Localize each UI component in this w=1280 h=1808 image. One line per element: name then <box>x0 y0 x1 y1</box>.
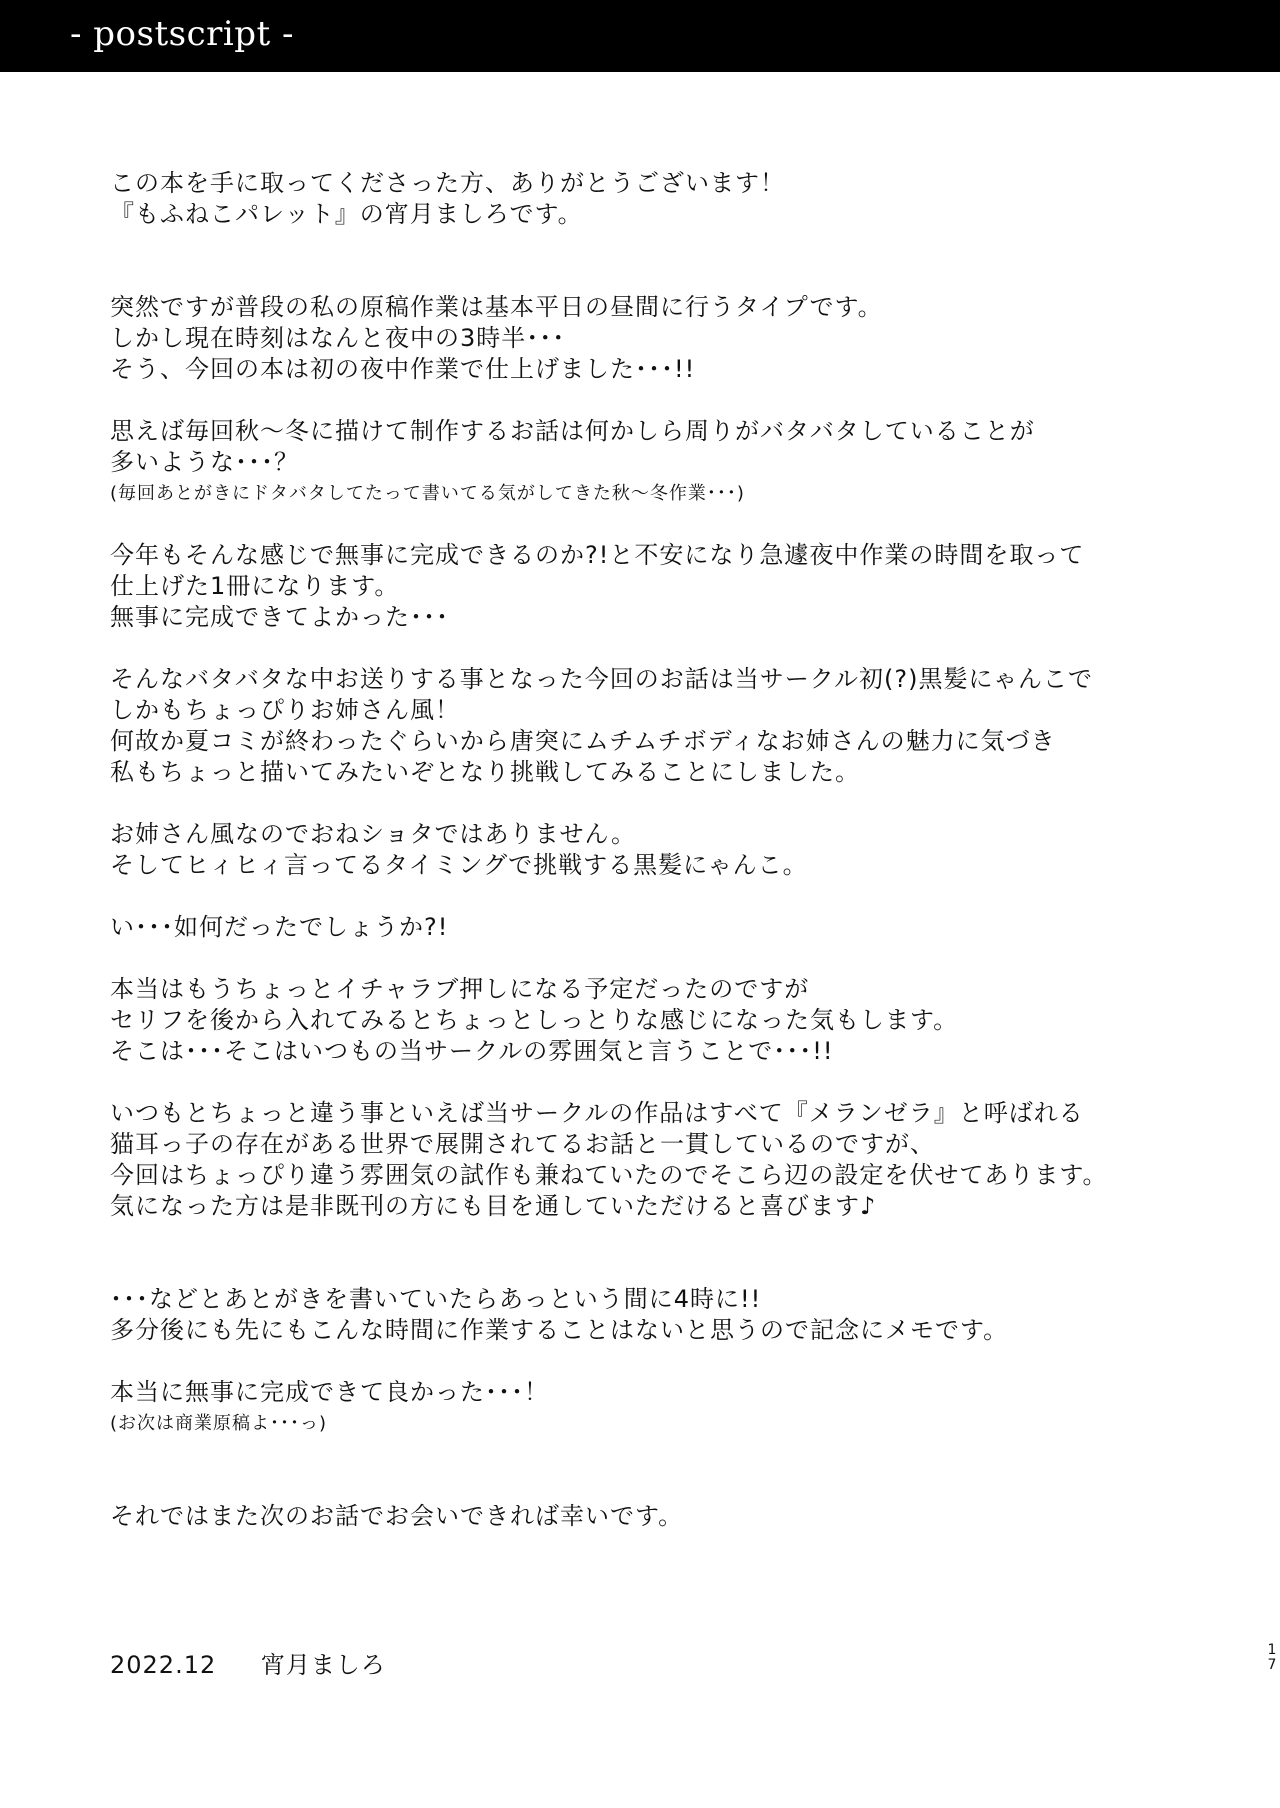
text-line: そしてヒィヒィ言ってるタイミングで挑戦する黒髪にゃんこ。 <box>110 851 808 879</box>
afterword-body <box>110 168 1190 1532</box>
page-number: 17 <box>1267 1642 1277 1673</box>
text-line: 本当に無事に完成できて良かった･･･！ <box>110 1378 549 1406</box>
text-line: この本を手に取ってくださった方、ありがとうございます！ <box>110 169 785 197</box>
text-line: しかもちょっぴりお姉さん風！ <box>110 696 460 724</box>
text-line: い･･･如何だったでしょうか?! <box>110 913 449 941</box>
text-line: そこは･･･そこはいつもの当サークルの雰囲気と言うことで･･･!! <box>110 1037 834 1065</box>
text-line: 突然ですが普段の私の原稿作業は基本平日の昼間に行うタイプです。 <box>110 293 883 321</box>
text-line: 多いような･･･？ <box>110 448 299 476</box>
text-line: 思えば毎回秋～冬に描けて制作するお話は何かしら周りがバタバタしていることが <box>110 417 1035 445</box>
text-line: しかし現在時刻はなんと夜中の3時半･･･ <box>110 324 566 352</box>
page-title: - postscript - <box>70 14 294 54</box>
text-line-note: (お次は商業原稿よ･･･っ) <box>110 1413 328 1434</box>
text-line: それではまた次のお話でお会いできれば幸いです。 <box>110 1502 684 1530</box>
signature-line <box>110 1645 386 1680</box>
text-line: そんなバタバタな中お送りする事となった今回のお話は当サークル初(?)黒髪にゃんこで <box>110 665 1094 693</box>
text-line: 今年もそんな感じで無事に完成できるのか?!と不安になり急遽夜中作業の時間を取って <box>110 541 1085 569</box>
text-line: 猫耳っ子の存在がある世界で展開されてるお話と一貫しているのですが、 <box>110 1130 935 1158</box>
text-line: 多分後にも先にもこんな時間に作業することはないと思うので記念にメモです。 <box>110 1316 1009 1344</box>
author-name: 宵月ましろ <box>260 1651 386 1679</box>
text-line: 今回はちょっぴり違う雰囲気の試作も兼ねていたのでそこら辺の設定を伏せてあります。 <box>110 1161 1108 1189</box>
text-line: ･･･などとあとがきを書いていたらあっという間に4時に!! <box>110 1285 762 1313</box>
text-line: 何故か夏コミが終わったぐらいから唐突にムチムチボディなお姉さんの魅力に気づき <box>110 727 1056 755</box>
text-line: そう、今回の本は初の夜中作業で仕上げました･･･!! <box>110 355 696 383</box>
text-line: 『もふねこパレット』の宵月ましろです。 <box>110 200 583 228</box>
text-line: 本当はもうちょっとイチャラブ押しになる予定だったのですが <box>110 975 810 1003</box>
text-line: セリフを後から入れてみるとちょっとしっとりな感じになった気もします。 <box>110 1006 959 1034</box>
text-line: 無事に完成できてよかった･･･ <box>110 603 449 631</box>
text-line: 私もちょっと描いてみたいぞとなり挑戦してみることにしました。 <box>110 758 860 786</box>
date: 2022.12 <box>110 1651 217 1679</box>
text-line: 気になった方は是非既刊の方にも目を通していただけると喜びます♪ <box>110 1192 877 1220</box>
header-bar <box>0 0 1280 72</box>
text-line: いつもとちょっと違う事といえば当サークルの作品はすべて『メランゼラ』と呼ばれる <box>110 1099 1084 1127</box>
text-line-note: (毎回あとがきにドタバタしてたって書いてる気がしてきた秋～冬作業･･･) <box>110 483 745 504</box>
text-line: 仕上げた1冊になります。 <box>110 572 400 600</box>
text-line: お姉さん風なのでおねショタではありません。 <box>110 820 636 848</box>
